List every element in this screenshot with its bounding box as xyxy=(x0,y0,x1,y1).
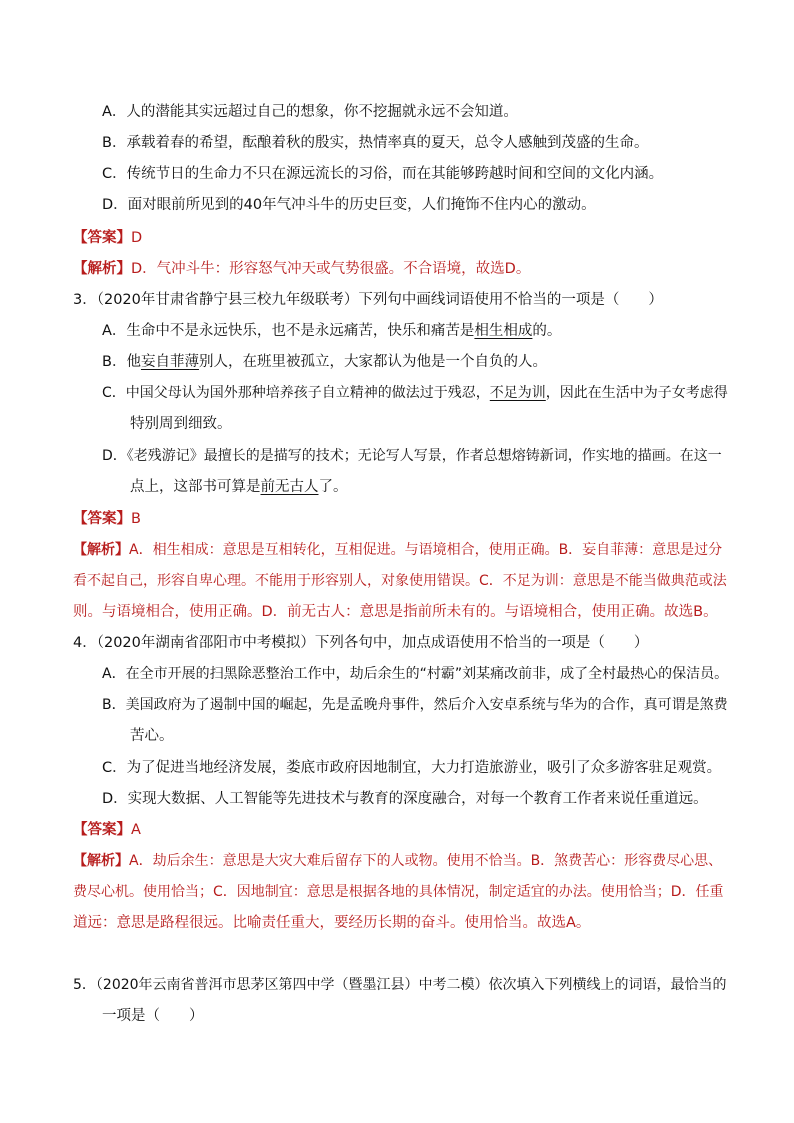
q3-analysis-row xyxy=(73,539,722,561)
q3-answer-label: 【答案】 xyxy=(73,511,131,527)
q4-answer-value: A xyxy=(131,822,141,838)
analysis-text: D．气冲斗牛：形容怒气冲天或气势很盛。不合语境，故选D。 xyxy=(131,261,531,277)
option-a: A．人的潜能其实远超过自己的想象，你不挖掘就永远不会知道。 xyxy=(102,104,518,120)
q3-option-c xyxy=(102,382,728,404)
question-3-stem: 3．（2020年甘肃省静宁县三校九年级联考）下列句中画线词语使用不恰当的一项是（ ） xyxy=(73,292,663,308)
q3-analysis-label: 【解析】 xyxy=(73,542,129,558)
q4-analysis-line-3: 道远：意思是路程很远。比喻责任重大，要经历长期的奋斗。使用恰当。故选A。 xyxy=(73,915,591,931)
q3-c-post: ，因此在生活中为子女考虑得 xyxy=(545,385,728,401)
option-b: B．承载着春的希望，酝酿着秋的殷实，热情率真的夏天，总令人感触到茂盛的生命。 xyxy=(102,135,649,151)
question-5-stem-cont: 一项是（ ） xyxy=(102,1008,204,1024)
analysis-row xyxy=(73,258,530,280)
q3-a-underlined-term: 相生相成 xyxy=(474,323,533,339)
question-5-stem: 5．（2020年云南省普洱市思茅区第四中学（暨墨江县）中考二模）依次填入下列横线上的词语，最恰当的 xyxy=(73,977,727,993)
q4-option-b: B．美国政府为了遏制中国的崛起，先是孟晚舟事件，然后介入安卓系统与华为的合作，真可谓是煞费 xyxy=(102,697,728,713)
q3-option-b xyxy=(102,351,547,373)
q3-b-post: 别人，在班里被孤立，大家都认为他是一个自负的人。 xyxy=(198,354,547,370)
q4-analysis-line-1: A．劫后余生：意思是大灾大难后留存下的人或物。使用不恰当。B．煞费苦心：形容费尽心思、 xyxy=(129,853,723,869)
q3-option-d-cont xyxy=(130,476,348,498)
option-d: D．面对眼前所见到的40年气冲斗牛的历史巨变，人们掩饰不住内心的激动。 xyxy=(102,197,596,213)
q3-c-underlined-term: 不足为训 xyxy=(489,385,546,401)
q4-answer-label: 【答案】 xyxy=(73,822,131,838)
q3-option-c-cont: 特别周到细致。 xyxy=(130,416,232,432)
q3-analysis-line-2: 看不起自己，形容自卑心理。不能用于形容别人，对象使用错误。C．不足为训：意思是不能当做典范或法 xyxy=(73,573,727,589)
q4-option-d: D．实现大数据、人工智能等先进技术与教育的深度融合，对每一个教育工作者来说任重道远。 xyxy=(102,791,708,807)
q3-answer-row xyxy=(73,508,141,530)
q3-b-pre: B．他 xyxy=(102,354,141,370)
q4-option-b-cont: 苦心。 xyxy=(130,728,174,744)
analysis-label: 【解析】 xyxy=(73,261,131,277)
q3-option-d: D．《老残游记》最擅长的是描写的技术；无论写人写景，作者总想熔铸新词，作实地的描画。在这一 xyxy=(102,448,722,464)
q3-analysis-line-3: 则。与语境相合，使用正确。D．前无古人：意思是指前所未有的。与语境相合，使用正确。故选B。 xyxy=(73,604,718,620)
q3-b-underlined-term: 妄自菲薄 xyxy=(140,354,199,370)
q4-analysis-line-2: 费尽心机。使用恰当；C．因地制宜：意思是根据各地的具体情况，制定适宜的办法。使用恰当；D．任重 xyxy=(73,884,724,900)
q3-a-pre: A．生命中不是永远快乐，也不是永远痛苦，快乐和痛苦是 xyxy=(102,323,475,339)
q4-option-a: A．在全市开展的扫黑除恶整治工作中，劫后余生的“村霸”刘某痛改前非，成了全村最热心的保洁员。 xyxy=(102,666,729,682)
q3-c-pre: C．中国父母认为国外那种培养孩子自立精神的做法过于残忍， xyxy=(102,385,490,401)
q3-answer-value: B xyxy=(131,511,141,527)
q4-option-c: C．为了促进当地经济发展，娄底市政府因地制宜，大力打造旅游业，吸引了众多游客驻足观赏。 xyxy=(102,760,722,776)
question-4-stem: 4．（2020年湖南省邵阳市中考模拟）下列各句中，加点成语使用不恰当的一项是（ ） xyxy=(73,635,649,651)
q4-analysis-row xyxy=(73,850,722,872)
answer-label: 【答案】 xyxy=(73,230,131,246)
answer-row xyxy=(73,227,142,249)
q3-option-a xyxy=(102,320,561,342)
q4-answer-row xyxy=(73,819,141,841)
q3-d-pre: 点上，这部书可算是 xyxy=(130,479,261,495)
q3-d-post: 了。 xyxy=(318,479,348,495)
q3-a-post: 的。 xyxy=(532,323,562,339)
q4-analysis-label: 【解析】 xyxy=(73,853,129,869)
q3-analysis-line-1: A．相生相成：意思是互相转化，互相促进。与语境相合，使用正确。B．妄自菲薄：意思是过分 xyxy=(129,542,723,558)
option-c: C．传统节日的生命力不只在源远流长的习俗，而在其能够跨越时间和空间的文化内涵。 xyxy=(102,166,664,182)
q3-d-underlined-term: 前无古人 xyxy=(260,479,319,495)
answer-value: D xyxy=(131,230,143,246)
